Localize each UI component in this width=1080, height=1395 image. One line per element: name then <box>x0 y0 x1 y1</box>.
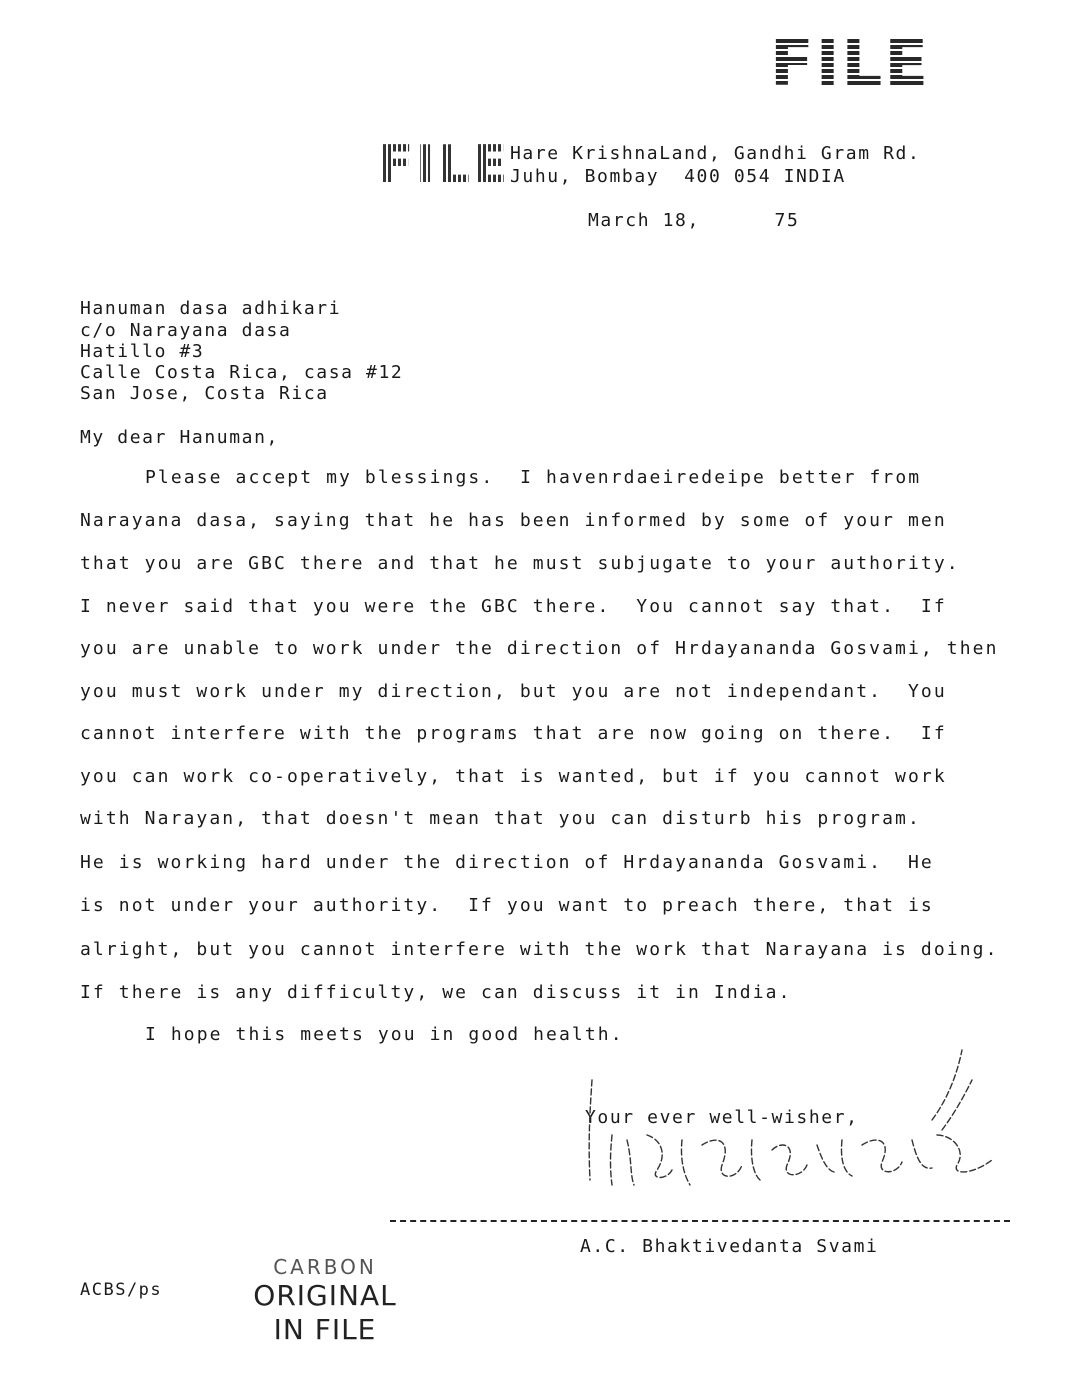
body-line: you must work under my direction, but you are not independant. You <box>80 681 947 702</box>
body-line: I never said that you were the GBC there. You cannot say that. If <box>80 596 947 617</box>
typist-initials: ACBS/ps <box>80 1280 163 1300</box>
body-line: you are unable to work under the direction of Hrdayananda Gosvami, then <box>80 638 999 659</box>
body-line: Please accept my blessings. I havenrdaeiredeipe better from <box>145 467 922 488</box>
body-line: alright, but you cannot interfere with the work that Narayana is doing. <box>80 939 999 960</box>
body-line: cannot interfere with the programs that are now going on there. If <box>80 723 947 744</box>
letter-date: March 18, 75 <box>588 210 800 231</box>
carbon-stamp-line-3: IN FILE <box>273 1313 377 1346</box>
file-stamp-letterhead <box>378 130 510 200</box>
body-line: He is working hard under the direction of Hrdayananda Gosvami. He <box>80 852 934 873</box>
valediction: Your ever well-wisher, <box>585 1107 859 1128</box>
body-line: Narayana dasa, saying that he has been informed by some of your men <box>80 510 947 531</box>
carbon-stamp-line-1: CARBON <box>273 1255 377 1279</box>
file-stamp-top <box>770 27 931 101</box>
carbon-original-stamp <box>250 1255 400 1347</box>
signature-line <box>390 1220 1010 1222</box>
recipient-line: c/o Narayana dasa <box>80 320 292 341</box>
file-stamp-letterhead-text: FILE <box>378 135 510 195</box>
letterhead-line-2: Juhu, Bombay 400 054 INDIA <box>510 166 846 187</box>
body-line: you can work co-operatively, that is wanted, but if you cannot work <box>80 766 947 787</box>
body-line: that you are GBC there and that he must subjugate to your authority. <box>80 553 960 574</box>
body-line: with Narayan, that doesn't mean that you can disturb his program. <box>80 808 921 829</box>
body-line: is not under your authority. If you want to preach there, that is <box>80 895 934 916</box>
recipient-line: San Jose, Costa Rica <box>80 383 329 404</box>
recipient-line: Hanuman dasa adhikari <box>80 298 342 319</box>
recipient-line: Calle Costa Rica, casa #12 <box>80 362 404 383</box>
handwritten-signature <box>572 1040 1002 1210</box>
carbon-stamp-line-2: ORIGINAL <box>253 1279 397 1312</box>
letterhead-line-1: Hare KrishnaLand, Gandhi Gram Rd. <box>510 143 921 164</box>
salutation: My dear Hanuman, <box>80 427 279 448</box>
recipient-line: Hatillo #3 <box>80 341 205 362</box>
body-line: If there is any difficulty, we can discuss it in India. <box>80 982 792 1003</box>
file-stamp-top-text: FILE <box>770 27 931 101</box>
body-closing-line: I hope this meets you in good health. <box>145 1024 624 1045</box>
signer-name: A.C. Bhaktivedanta Svami <box>580 1236 879 1257</box>
